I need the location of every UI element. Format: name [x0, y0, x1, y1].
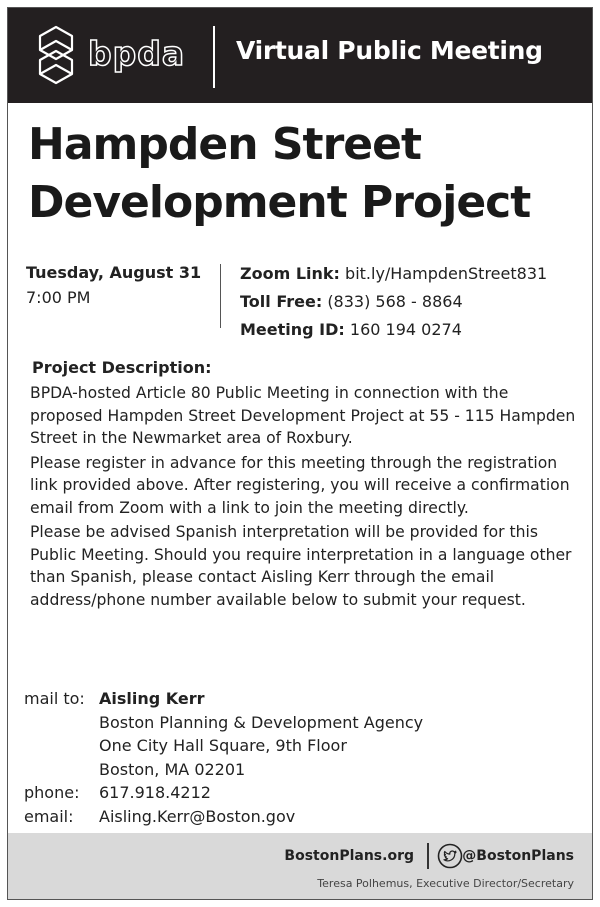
- website-link[interactable]: BostonPlans.org: [284, 848, 414, 864]
- description-body: [30, 382, 580, 613]
- meeting-id-value: 160 194 0274: [349, 320, 462, 339]
- phone-number: 617.918.4212: [99, 783, 211, 802]
- contact-block: [24, 687, 423, 828]
- meeting-flyer: [7, 7, 593, 900]
- title-line: Hampden Street: [28, 119, 421, 170]
- tollfree-number: (833) 568 - 8864: [327, 292, 463, 311]
- tollfree-label: Toll Free:: [240, 292, 323, 311]
- email-label: email:: [24, 806, 74, 826]
- info-divider: [220, 264, 221, 328]
- meeting-id-label: Meeting ID:: [240, 320, 345, 339]
- bpda-logo-icon: [34, 24, 78, 86]
- header-banner: [8, 8, 592, 103]
- description-paragraph: Please register in advance for this meeting through the registration link provided above. After registering, you will receive a confirmation email from Zoom with a link to join the meeting directly.: [30, 453, 570, 517]
- page-title: [28, 116, 588, 232]
- meeting-info: [240, 260, 547, 344]
- header-title: Virtual Public Meeting: [236, 36, 543, 65]
- twitter-icon: [437, 843, 463, 869]
- footer-bar: [8, 833, 592, 899]
- email-address[interactable]: Aisling.Kerr@Boston.gov: [99, 806, 296, 826]
- address-line: One City Hall Square, 9th Floor: [99, 736, 347, 755]
- meeting-time: 7:00 PM: [26, 288, 91, 307]
- description-heading: Project Description:: [32, 358, 212, 377]
- phone-label: phone:: [24, 783, 80, 802]
- meeting-date: Tuesday, August 31: [26, 263, 202, 282]
- zoom-label: Zoom Link:: [240, 264, 340, 283]
- header-divider: [213, 26, 215, 88]
- contact-name: Aisling Kerr: [99, 689, 205, 708]
- title-line: Development Project: [28, 177, 531, 228]
- zoom-link[interactable]: bit.ly/HampdenStreet831: [345, 264, 548, 283]
- address-line: Boston, MA 02201: [99, 759, 246, 779]
- brand-wordmark: bpda: [88, 34, 186, 73]
- description-paragraph: BPDA-hosted Article 80 Public Meeting in connection with the proposed Hampden Street Development Project at 55 - 115 Hampden Street in the Newmarket area of Roxbury.: [30, 384, 576, 447]
- mail-label: mail to:: [24, 689, 85, 708]
- director-credit: Teresa Polhemus, Executive Director/Secretary: [317, 877, 574, 890]
- footer-divider: [427, 843, 429, 869]
- meeting-datetime: [26, 260, 201, 310]
- twitter-handle[interactable]: @BostonPlans: [462, 848, 574, 864]
- description-paragraph: Please be advised Spanish interpretation will be provided for this Public Meeting. Should you require interpretation in a language other than Spanish, please contact Aisling Kerr through the email address/phone number available below to submit your request.: [30, 523, 572, 609]
- address-line: Boston Planning & Development Agency: [99, 712, 424, 732]
